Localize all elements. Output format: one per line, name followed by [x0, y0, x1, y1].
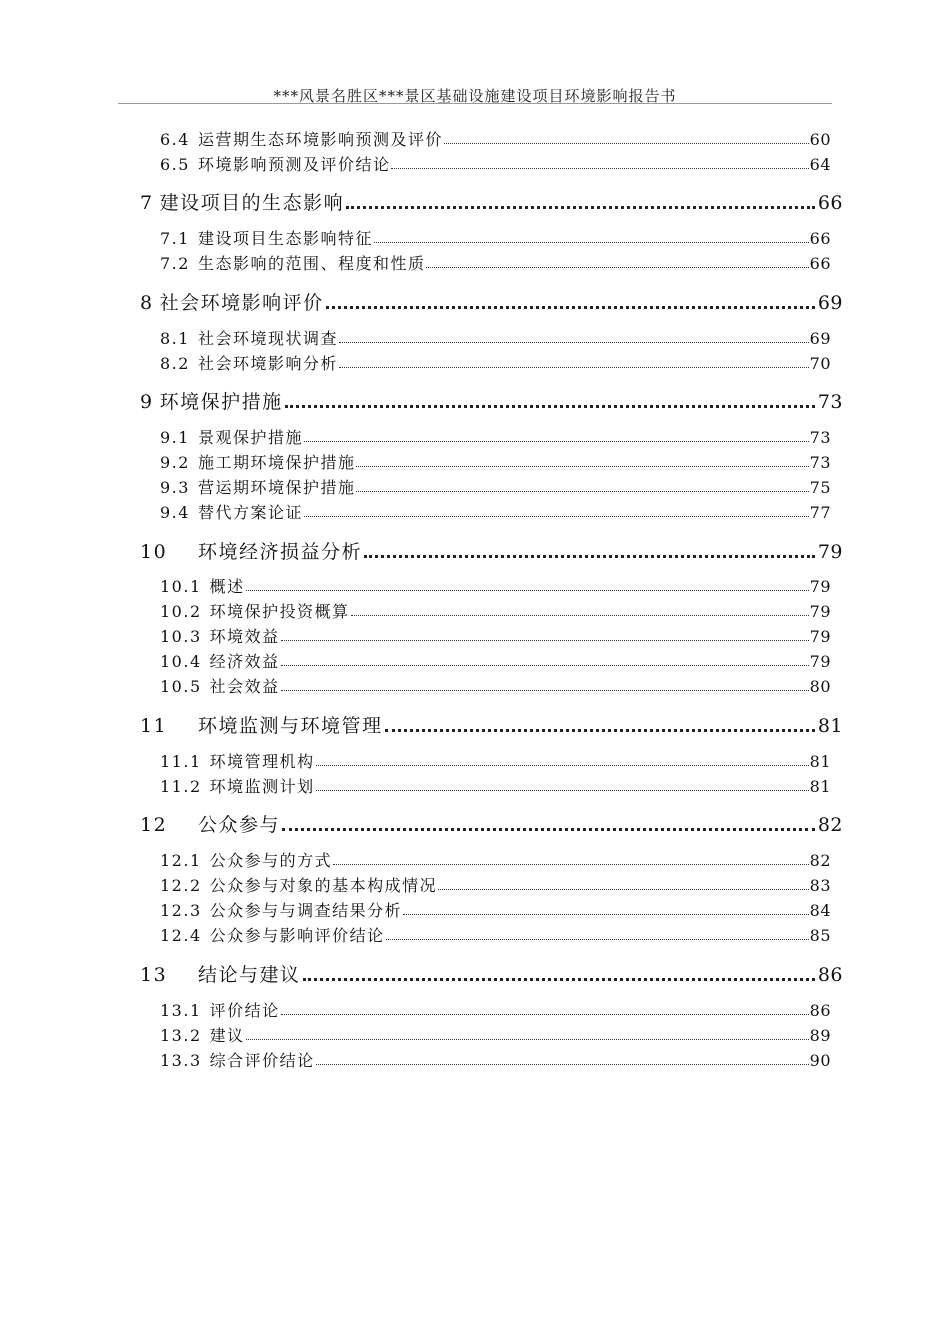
- toc-chapter-12[interactable]: [140, 810, 843, 836]
- toc-entry-page: 79: [809, 652, 831, 671]
- toc-entry-10-1[interactable]: [160, 574, 831, 596]
- toc-entry-13-2[interactable]: [160, 1023, 831, 1045]
- toc-entry-page: 73: [809, 453, 831, 472]
- toc-entry-number: 12.2: [160, 876, 202, 895]
- toc-entry-number: 9.1: [160, 428, 190, 447]
- toc-entry-title: 环境保护投资概算: [209, 602, 350, 621]
- toc-chapter-number: 7: [140, 192, 154, 214]
- toc-dot-leader: [351, 615, 809, 616]
- toc-entry-10-5[interactable]: [160, 674, 831, 696]
- toc-dot-leader: [391, 168, 808, 169]
- toc-entry-title: 建议: [209, 1026, 245, 1045]
- toc-dot-leader: [282, 828, 815, 831]
- toc-entry-number: 8.2: [160, 354, 190, 373]
- toc-entry-10-3[interactable]: [160, 624, 831, 646]
- toc-entry-page: 69: [809, 329, 831, 348]
- toc-dot-leader: [403, 914, 809, 915]
- toc-chapter-11[interactable]: [140, 711, 843, 737]
- toc-entry-title: 替代方案论证: [197, 503, 303, 522]
- toc-entry-page: 79: [809, 577, 831, 596]
- toc-entry-10-4[interactable]: [160, 649, 831, 671]
- toc-entry-page: 75: [809, 478, 831, 497]
- toc-entry-number: 11.2: [160, 777, 202, 796]
- toc-entry-title: 环境管理机构: [209, 752, 315, 771]
- toc-entry-title: 公众参与影响评价结论: [209, 926, 385, 945]
- running-header: ***风景名胜区***景区基础设施建设项目环境影响报告书: [273, 87, 677, 105]
- toc-chapter-title: 环境监测与环境管理: [198, 715, 383, 737]
- toc-entry-8-1[interactable]: [160, 326, 831, 348]
- toc-entry-page: 79: [809, 602, 831, 621]
- toc-dot-leader: [304, 516, 809, 517]
- toc-entry-12-1[interactable]: [160, 848, 831, 870]
- toc-entry-9-4[interactable]: [160, 500, 831, 522]
- toc-dot-leader: [316, 765, 809, 766]
- toc-entry-number: 10.3: [160, 627, 202, 646]
- toc-chapter-title: 建设项目的生态影响: [159, 192, 345, 214]
- toc-entry-number: 13.1: [160, 1001, 202, 1020]
- toc-dot-leader: [339, 367, 809, 368]
- toc-entry-11-1[interactable]: [160, 749, 831, 771]
- toc-dot-leader: [356, 491, 808, 492]
- toc-entry-number: 13.3: [160, 1051, 202, 1070]
- toc-entry-number: 8.1: [160, 329, 190, 348]
- toc-entry-8-2[interactable]: [160, 351, 831, 373]
- toc-chapter-13[interactable]: [140, 960, 843, 986]
- toc-entry-title: 景观保护措施: [197, 428, 303, 447]
- toc-entry-7-2[interactable]: [160, 251, 831, 273]
- toc-entry-number: 9.4: [160, 503, 190, 522]
- toc-chapter-title: 公众参与: [198, 814, 281, 836]
- toc-entry-9-1[interactable]: [160, 425, 831, 447]
- toc-dot-leader: [246, 1039, 809, 1040]
- toc-entry-number: 10.2: [160, 602, 202, 621]
- toc-chapter-number: 13: [140, 964, 168, 986]
- toc-entry-11-2[interactable]: [160, 774, 831, 796]
- toc-chapter-page: 81: [817, 715, 843, 737]
- toc-entry-title: 概述: [209, 577, 245, 596]
- toc-chapter-title: 环境经济损益分析: [198, 541, 363, 563]
- toc-dot-leader: [281, 690, 809, 691]
- toc-entry-title: 社会效益: [209, 677, 280, 696]
- toc-dot-leader: [316, 790, 809, 791]
- toc-entry-title: 生态影响的范围、程度和性质: [197, 254, 426, 273]
- toc-entry-title: 综合评价结论: [209, 1051, 315, 1070]
- toc-entry-title: 评价结论: [209, 1001, 280, 1020]
- toc-chapter-title: 环境保护措施: [159, 391, 283, 413]
- toc-entry-number: 10.4: [160, 652, 202, 671]
- toc-chapter-7[interactable]: [140, 188, 843, 214]
- toc-entry-6-5[interactable]: [160, 152, 831, 174]
- toc-entry-page: 64: [809, 155, 831, 174]
- toc-dot-leader: [326, 306, 815, 309]
- toc-dot-leader: [438, 889, 809, 890]
- toc-chapter-number: 12: [140, 814, 168, 836]
- toc-entry-page: 66: [809, 229, 831, 248]
- toc-entry-number: 13.2: [160, 1026, 202, 1045]
- toc-entry-page: 84: [809, 901, 831, 920]
- toc-chapter-number: 11: [140, 715, 168, 737]
- toc-chapter-8[interactable]: [140, 288, 843, 314]
- toc-chapter-title: 结论与建议: [198, 964, 301, 986]
- toc-chapter-number: 8: [140, 292, 154, 314]
- toc-dot-leader: [356, 466, 808, 467]
- toc-dot-leader: [339, 342, 809, 343]
- toc-entry-12-3[interactable]: [160, 898, 831, 920]
- toc-dot-leader: [364, 555, 815, 558]
- toc-entry-title: 公众参与对象的基本构成情况: [209, 876, 438, 895]
- toc-entry-page: 70: [809, 354, 831, 373]
- toc-chapter-title: 社会环境影响评价: [159, 292, 324, 314]
- toc-chapter-10[interactable]: [140, 537, 843, 563]
- toc-entry-number: 12.4: [160, 926, 202, 945]
- toc-entry-number: 6.5: [160, 155, 190, 174]
- toc-dot-leader: [304, 441, 809, 442]
- toc-dot-leader: [281, 665, 809, 666]
- toc-entry-page: 81: [809, 777, 831, 796]
- toc-entry-12-2[interactable]: [160, 873, 831, 895]
- toc-entry-page: 86: [809, 1001, 831, 1020]
- toc-entry-title: 社会环境影响分析: [197, 354, 338, 373]
- toc-chapter-page: 79: [817, 541, 843, 563]
- toc-entry-title: 公众参与的方式: [209, 851, 333, 870]
- toc-entry-page: 90: [809, 1051, 831, 1070]
- toc-entry-page: 89: [809, 1026, 831, 1045]
- toc-entry-title: 环境效益: [209, 627, 280, 646]
- toc-chapter-number: 9: [140, 391, 154, 413]
- toc-dot-leader: [444, 143, 809, 144]
- toc-entry-title: 施工期环境保护措施: [197, 453, 356, 472]
- toc-entry-7-1[interactable]: [160, 226, 831, 248]
- toc-entry-12-4[interactable]: [160, 923, 831, 945]
- toc-entry-title: 营运期环境保护措施: [197, 478, 356, 497]
- toc-entry-number: 10.1: [160, 577, 202, 596]
- toc-entry-6-4[interactable]: [160, 127, 831, 149]
- toc-dot-leader: [386, 939, 809, 940]
- toc-entry-9-2[interactable]: [160, 450, 831, 472]
- toc-entry-title: 建设项目生态影响特征: [197, 229, 373, 248]
- toc-entry-number: 9.3: [160, 478, 190, 497]
- toc-dot-leader: [281, 1014, 809, 1015]
- toc-entry-number: 12.3: [160, 901, 202, 920]
- toc-entry-9-3[interactable]: [160, 475, 831, 497]
- toc-dot-leader: [374, 242, 809, 243]
- toc-entry-page: 79: [809, 627, 831, 646]
- toc-entry-page: 83: [809, 876, 831, 895]
- toc-dot-leader: [285, 405, 815, 408]
- toc-entry-13-3[interactable]: [160, 1048, 831, 1070]
- toc-entry-number: 7.1: [160, 229, 190, 248]
- toc-chapter-page: 66: [817, 192, 843, 214]
- toc-entry-page: 60: [809, 130, 831, 149]
- toc-entry-page: 77: [809, 503, 831, 522]
- toc-dot-leader: [281, 640, 809, 641]
- toc-chapter-9[interactable]: [140, 387, 843, 413]
- toc-entry-number: 12.1: [160, 851, 202, 870]
- toc-entry-number: 10.5: [160, 677, 202, 696]
- toc-entry-page: 66: [809, 254, 831, 273]
- toc-entry-10-2[interactable]: [160, 599, 831, 621]
- toc-chapter-number: 10: [140, 541, 168, 563]
- toc-chapter-page: 82: [817, 814, 843, 836]
- toc-entry-number: 11.1: [160, 752, 202, 771]
- toc-entry-number: 7.2: [160, 254, 190, 273]
- toc-entry-page: 81: [809, 752, 831, 771]
- toc-chapter-page: 73: [817, 391, 843, 413]
- toc-chapter-page: 86: [817, 964, 843, 986]
- toc-entry-title: 环境影响预测及评价结论: [197, 155, 391, 174]
- toc-entry-number: 9.2: [160, 453, 190, 472]
- toc-dot-leader: [385, 729, 815, 732]
- toc-entry-page: 85: [809, 926, 831, 945]
- toc-entry-13-1[interactable]: [160, 998, 831, 1020]
- toc-entry-number: 6.4: [160, 130, 190, 149]
- toc-entry-title: 运营期生态环境影响预测及评价: [197, 130, 443, 149]
- toc-entry-title: 环境监测计划: [209, 777, 315, 796]
- toc-entry-page: 82: [809, 851, 831, 870]
- toc-entry-title: 社会环境现状调查: [197, 329, 338, 348]
- toc-dot-leader: [303, 978, 815, 981]
- toc-entry-page: 80: [809, 677, 831, 696]
- toc-dot-leader: [426, 267, 808, 268]
- toc-dot-leader: [246, 590, 809, 591]
- toc-dot-leader: [346, 206, 815, 209]
- toc-entry-title: 经济效益: [209, 652, 280, 671]
- toc-entry-title: 公众参与与调查结果分析: [209, 901, 403, 920]
- toc-dot-leader: [316, 1064, 809, 1065]
- toc-entry-page: 73: [809, 428, 831, 447]
- toc-dot-leader: [333, 864, 809, 865]
- toc-chapter-page: 69: [817, 292, 843, 314]
